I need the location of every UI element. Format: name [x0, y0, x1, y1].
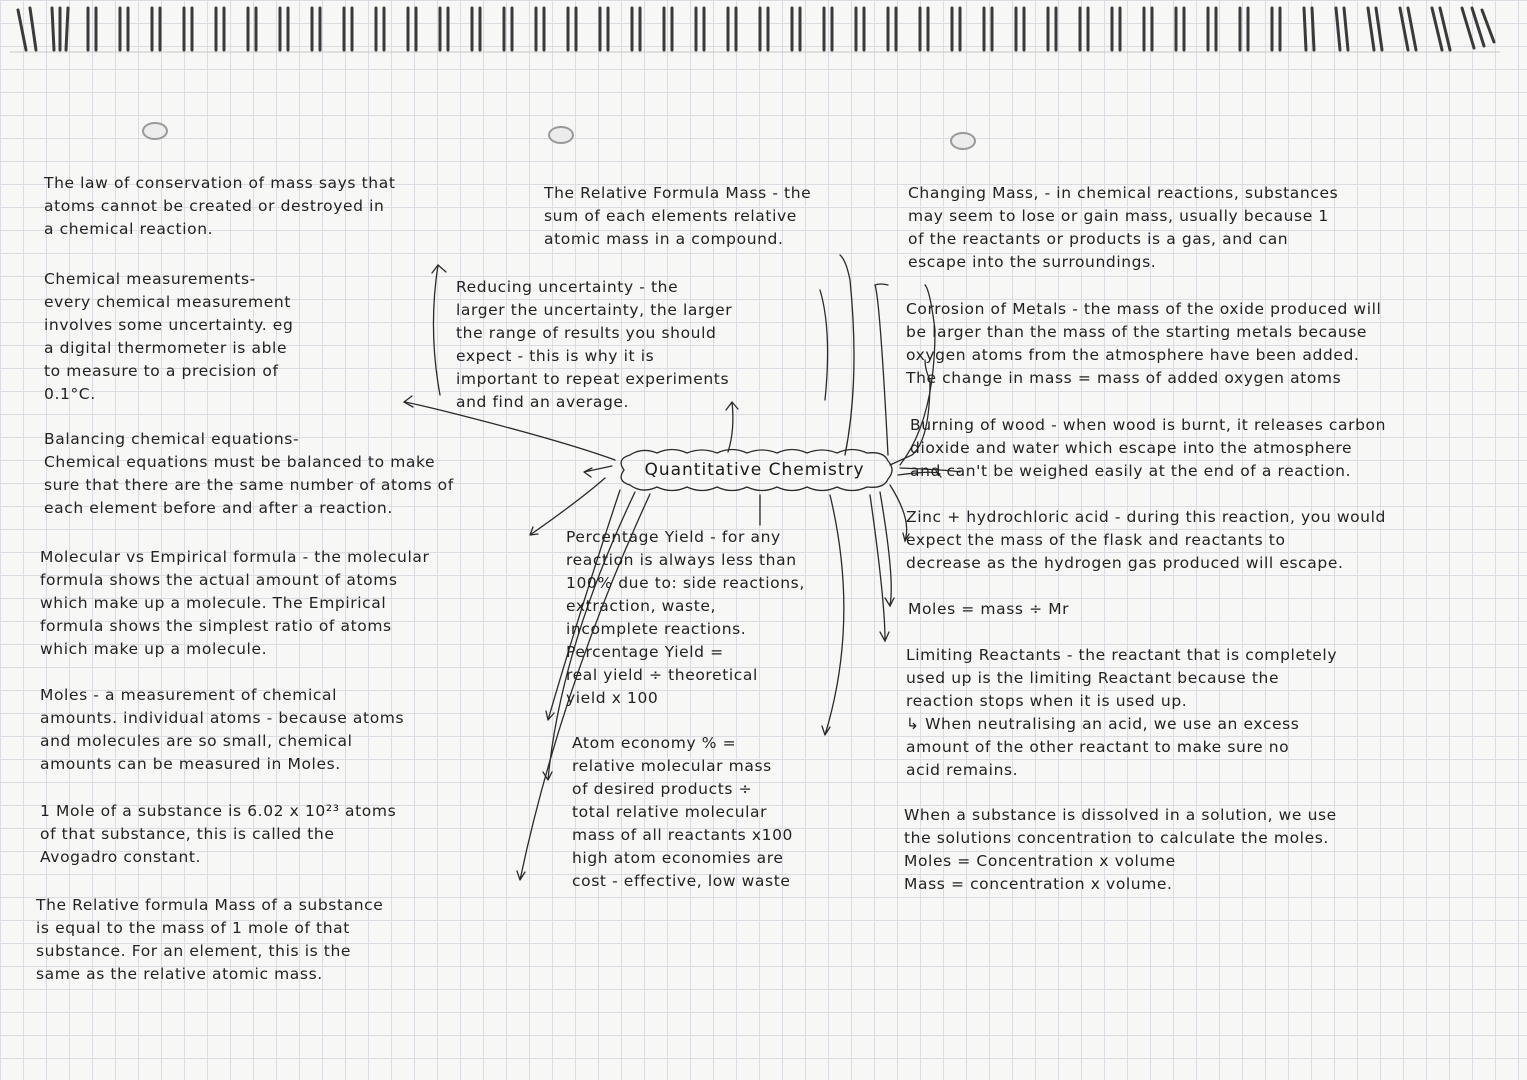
note-relative-formula-mass: The Relative Formula Mass - the sum of each elements relative atomic mass in a compound.: [544, 184, 812, 248]
note-reducing-uncertainty: Reducing uncertainty - the larger the uncertainty, the larger the range of results you should expect - this is why it is important to repeat experiments and find an average.: [456, 278, 733, 411]
note-moles-formula: Moles = mass ÷ Mr: [908, 600, 1070, 618]
note-limiting-reactants: Limiting Reactants - the reactant that is completely used up is the limiting Reactant because the reaction stops when it is used up. ↳ When neutralising an acid, we use an excess amount of the other reactant to make sure no acid remains.: [906, 646, 1338, 779]
note-burning-of-wood: Burning of wood - when wood is burnt, it releases carbon dioxide and water which escape into the atmosphere and can't be weighed easily at the end of a reaction.: [910, 416, 1387, 480]
central-topic-title: Quantitative Chemistry: [644, 460, 865, 480]
note-avogadro: 1 Mole of a substance is 6.02 x 10²³ atoms of that substance, this is called the Avogadro constant.: [40, 802, 397, 866]
note-balancing-equations: Balancing chemical equations- Chemical equations must be balanced to make sure that there are the same number of atoms of each element before and after a reaction.: [44, 430, 454, 517]
note-relative-formula-mass-substance: The Relative formula Mass of a substance is equal to the mass of 1 mole of that substance. For an element, this is the same as the relative atomic mass.: [36, 896, 384, 983]
note-concentration: When a substance is dissolved in a solution, we use the solutions concentration to calculate the moles. Moles = Concentration x volume Mass = concentration x volume.: [904, 806, 1337, 893]
note-atom-economy: Atom economy % = relative molecular mass of desired products ÷ total relative molecular mass of all reactants x100 high atom economies are cost - effective, low waste: [572, 734, 794, 890]
central-topic: [612, 445, 897, 495]
note-percentage-yield: Percentage Yield - for any reaction is always less than 100% due to: side reactions, extraction, waste, incomplete reactions. Percentage Yield = real yield ÷ theoretical yield x 100: [566, 528, 805, 707]
note-chemical-measurements: Chemical measurements- every chemical measurement involves some uncertainty. eg a digital thermometer is able to measure to a precision of 0.1°C.: [44, 270, 294, 403]
note-corrosion-of-metals: Corrosion of Metals - the mass of the oxide produced will be larger than the mass of the starting metals because oxygen atoms from the atmosphere have been added. The change in mass = mass of added oxygen atoms: [906, 300, 1382, 387]
note-changing-mass: Changing Mass, - in chemical reactions, substances may seem to lose or gain mass, usually because 1 of the reactants or products is a gas, and can escape into the surroundings.: [908, 184, 1339, 271]
note-conservation-of-mass: The law of conservation of mass says that atoms cannot be created or destroyed in a chemical reaction.: [44, 174, 396, 238]
note-zinc-hydrochloric-acid: Zinc + hydrochloric acid - during this reaction, you would expect the mass of the flask and reactants to decrease as the hydrogen gas produced will escape.: [906, 508, 1386, 572]
note-molecular-vs-empirical: Molecular vs Empirical formula - the molecular formula shows the actual amount of atoms which make up a molecule. The Empirical formula shows the simplest ratio of atoms which make up a molecule.: [40, 548, 430, 658]
note-moles: Moles - a measurement of chemical amounts. individual atoms - because atoms and molecules are so small, chemical amounts can be measured in Moles.: [40, 686, 405, 773]
